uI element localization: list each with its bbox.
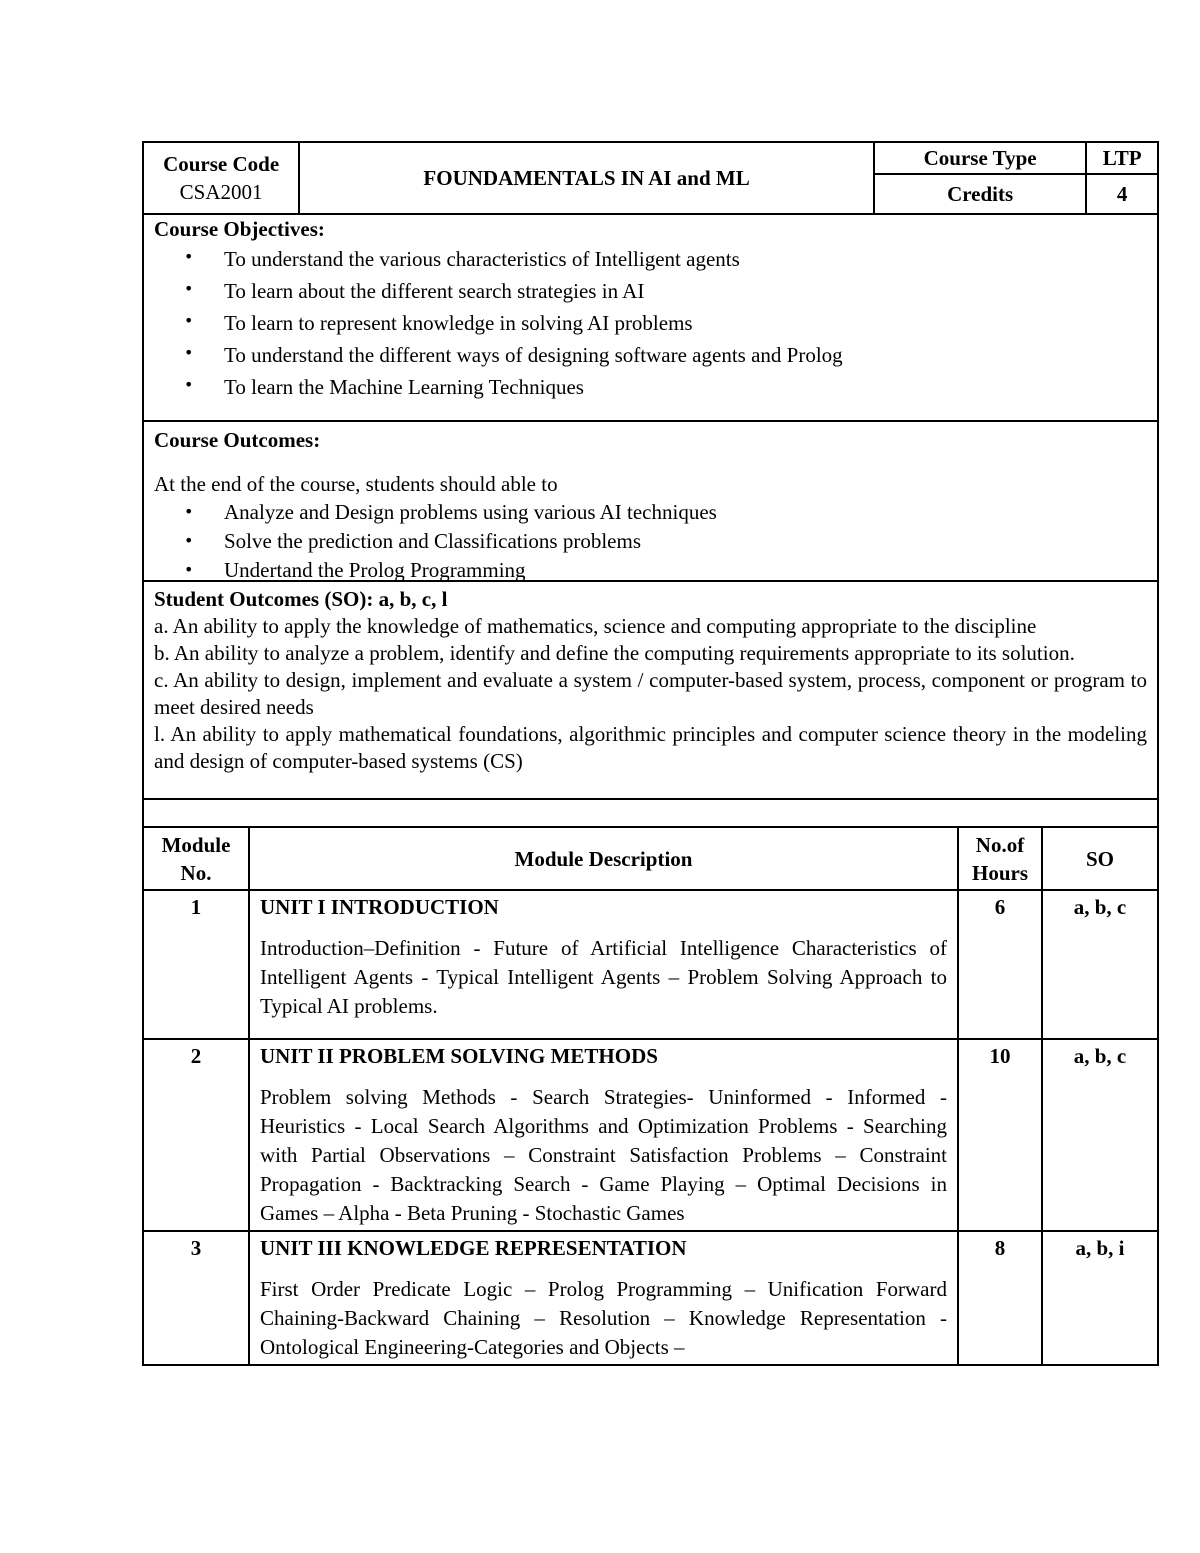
module-hours: 6: [958, 890, 1042, 1039]
course-type-label: Course Type: [874, 142, 1086, 174]
module-description: [249, 890, 958, 1039]
module-so-header: SO: [1042, 827, 1158, 890]
unit-text: First Order Predicate Logic – Prolog Programming – Unification Forward Chaining-Backward Chaining – Resolution – Knowledge Representation - Ontological Engineering-Categories and Objects –: [260, 1277, 947, 1359]
module-header-row: [143, 827, 1158, 890]
table-row: [143, 1039, 1158, 1231]
outcomes-heading: Course Outcomes:: [154, 428, 321, 452]
module-hours-header: No.of Hours: [958, 827, 1042, 890]
module-description: [249, 1231, 958, 1365]
course-type-value: LTP: [1086, 142, 1158, 174]
module-hours: 10: [958, 1039, 1042, 1231]
so-item-b: b. An ability to analyze a problem, identify and define the computing requirements appropriate to its solution.: [154, 641, 1075, 665]
student-outcomes-section: [142, 580, 1159, 800]
module-table: [142, 826, 1159, 1366]
outcome-item: • Analyze and Design problems using various AI techniques: [224, 498, 1157, 527]
course-title: FOUNDAMENTALS IN AI and ML: [299, 142, 874, 214]
course-outcomes-section: [142, 420, 1159, 582]
unit-text: Problem solving Methods - Search Strategies- Uninformed - Informed - Heuristics - Local Search Algorithms and Optimization Problems - Searching with Partial Observations – Constraint Satisfaction Problems – Constraint Propagation - Backtracking Search - Game Playing – Optimal Decisions in Games – Alpha - Beta Pruning - Stochastic Games: [260, 1085, 947, 1225]
table-row: [143, 1231, 1158, 1365]
module-so: a, b, c: [1042, 1039, 1158, 1231]
credits-value: 4: [1086, 174, 1158, 214]
outcomes-intro: At the end of the course, students should able to: [154, 472, 558, 496]
module-so: a, b, i: [1042, 1231, 1158, 1365]
unit-text: Introduction–Definition - Future of Artificial Intelligence Characteristics of Intelligent Agents - Typical Intelligent Agents – Problem Solving Approach to Typical AI problems.: [260, 936, 947, 1018]
objective-item: • To learn the Machine Learning Techniques: [224, 371, 1157, 403]
unit-title: UNIT III KNOWLEDGE REPRESENTATION: [260, 1236, 687, 1260]
module-no: 1: [143, 890, 249, 1039]
module-description-header: Module Description: [249, 827, 958, 890]
module-no: 3: [143, 1231, 249, 1365]
outcome-item: • Undertand the Prolog Programming: [224, 556, 1157, 585]
module-so: a, b, c: [1042, 890, 1158, 1039]
course-code-value: CSA2001: [179, 180, 263, 204]
objective-item: • To learn to represent knowledge in solving AI problems: [224, 307, 1157, 339]
course-code-cell: [143, 142, 299, 214]
objective-item: • To understand the various characteristics of Intelligent agents: [224, 243, 1157, 275]
objective-item: • To understand the different ways of designing software agents and Prolog: [224, 339, 1157, 371]
module-hours: 8: [958, 1231, 1042, 1365]
credits-label: Credits: [874, 174, 1086, 214]
so-item-l: l. An ability to apply mathematical foundations, algorithmic principles and computer science theory in the modeling and design of computer-based systems (CS): [154, 722, 1147, 773]
objectives-list: [144, 243, 1157, 403]
outcomes-list: [144, 498, 1157, 585]
unit-title: UNIT I INTRODUCTION: [260, 895, 499, 919]
module-no-header: Module No.: [143, 827, 249, 890]
table-row: [143, 890, 1158, 1039]
objective-item: • To learn about the different search strategies in AI: [224, 275, 1157, 307]
objectives-heading: Course Objectives:: [154, 217, 325, 241]
module-description: [249, 1039, 958, 1231]
course-objectives-section: [142, 213, 1159, 422]
spacer-row: [142, 798, 1159, 828]
module-no: 2: [143, 1039, 249, 1231]
so-item-c: c. An ability to design, implement and evaluate a system / computer-based system, process, component or program to meet desired needs: [154, 668, 1147, 719]
unit-title: UNIT II PROBLEM SOLVING METHODS: [260, 1044, 658, 1068]
outcome-item: • Solve the prediction and Classifications problems: [224, 527, 1157, 556]
so-item-a: a. An ability to apply the knowledge of mathematics, science and computing appropriate to the discipline: [154, 614, 1037, 638]
so-heading: Student Outcomes (SO): a, b, c, l: [154, 587, 448, 611]
course-header-table: [142, 141, 1159, 215]
course-code-label: Course Code: [163, 152, 280, 176]
